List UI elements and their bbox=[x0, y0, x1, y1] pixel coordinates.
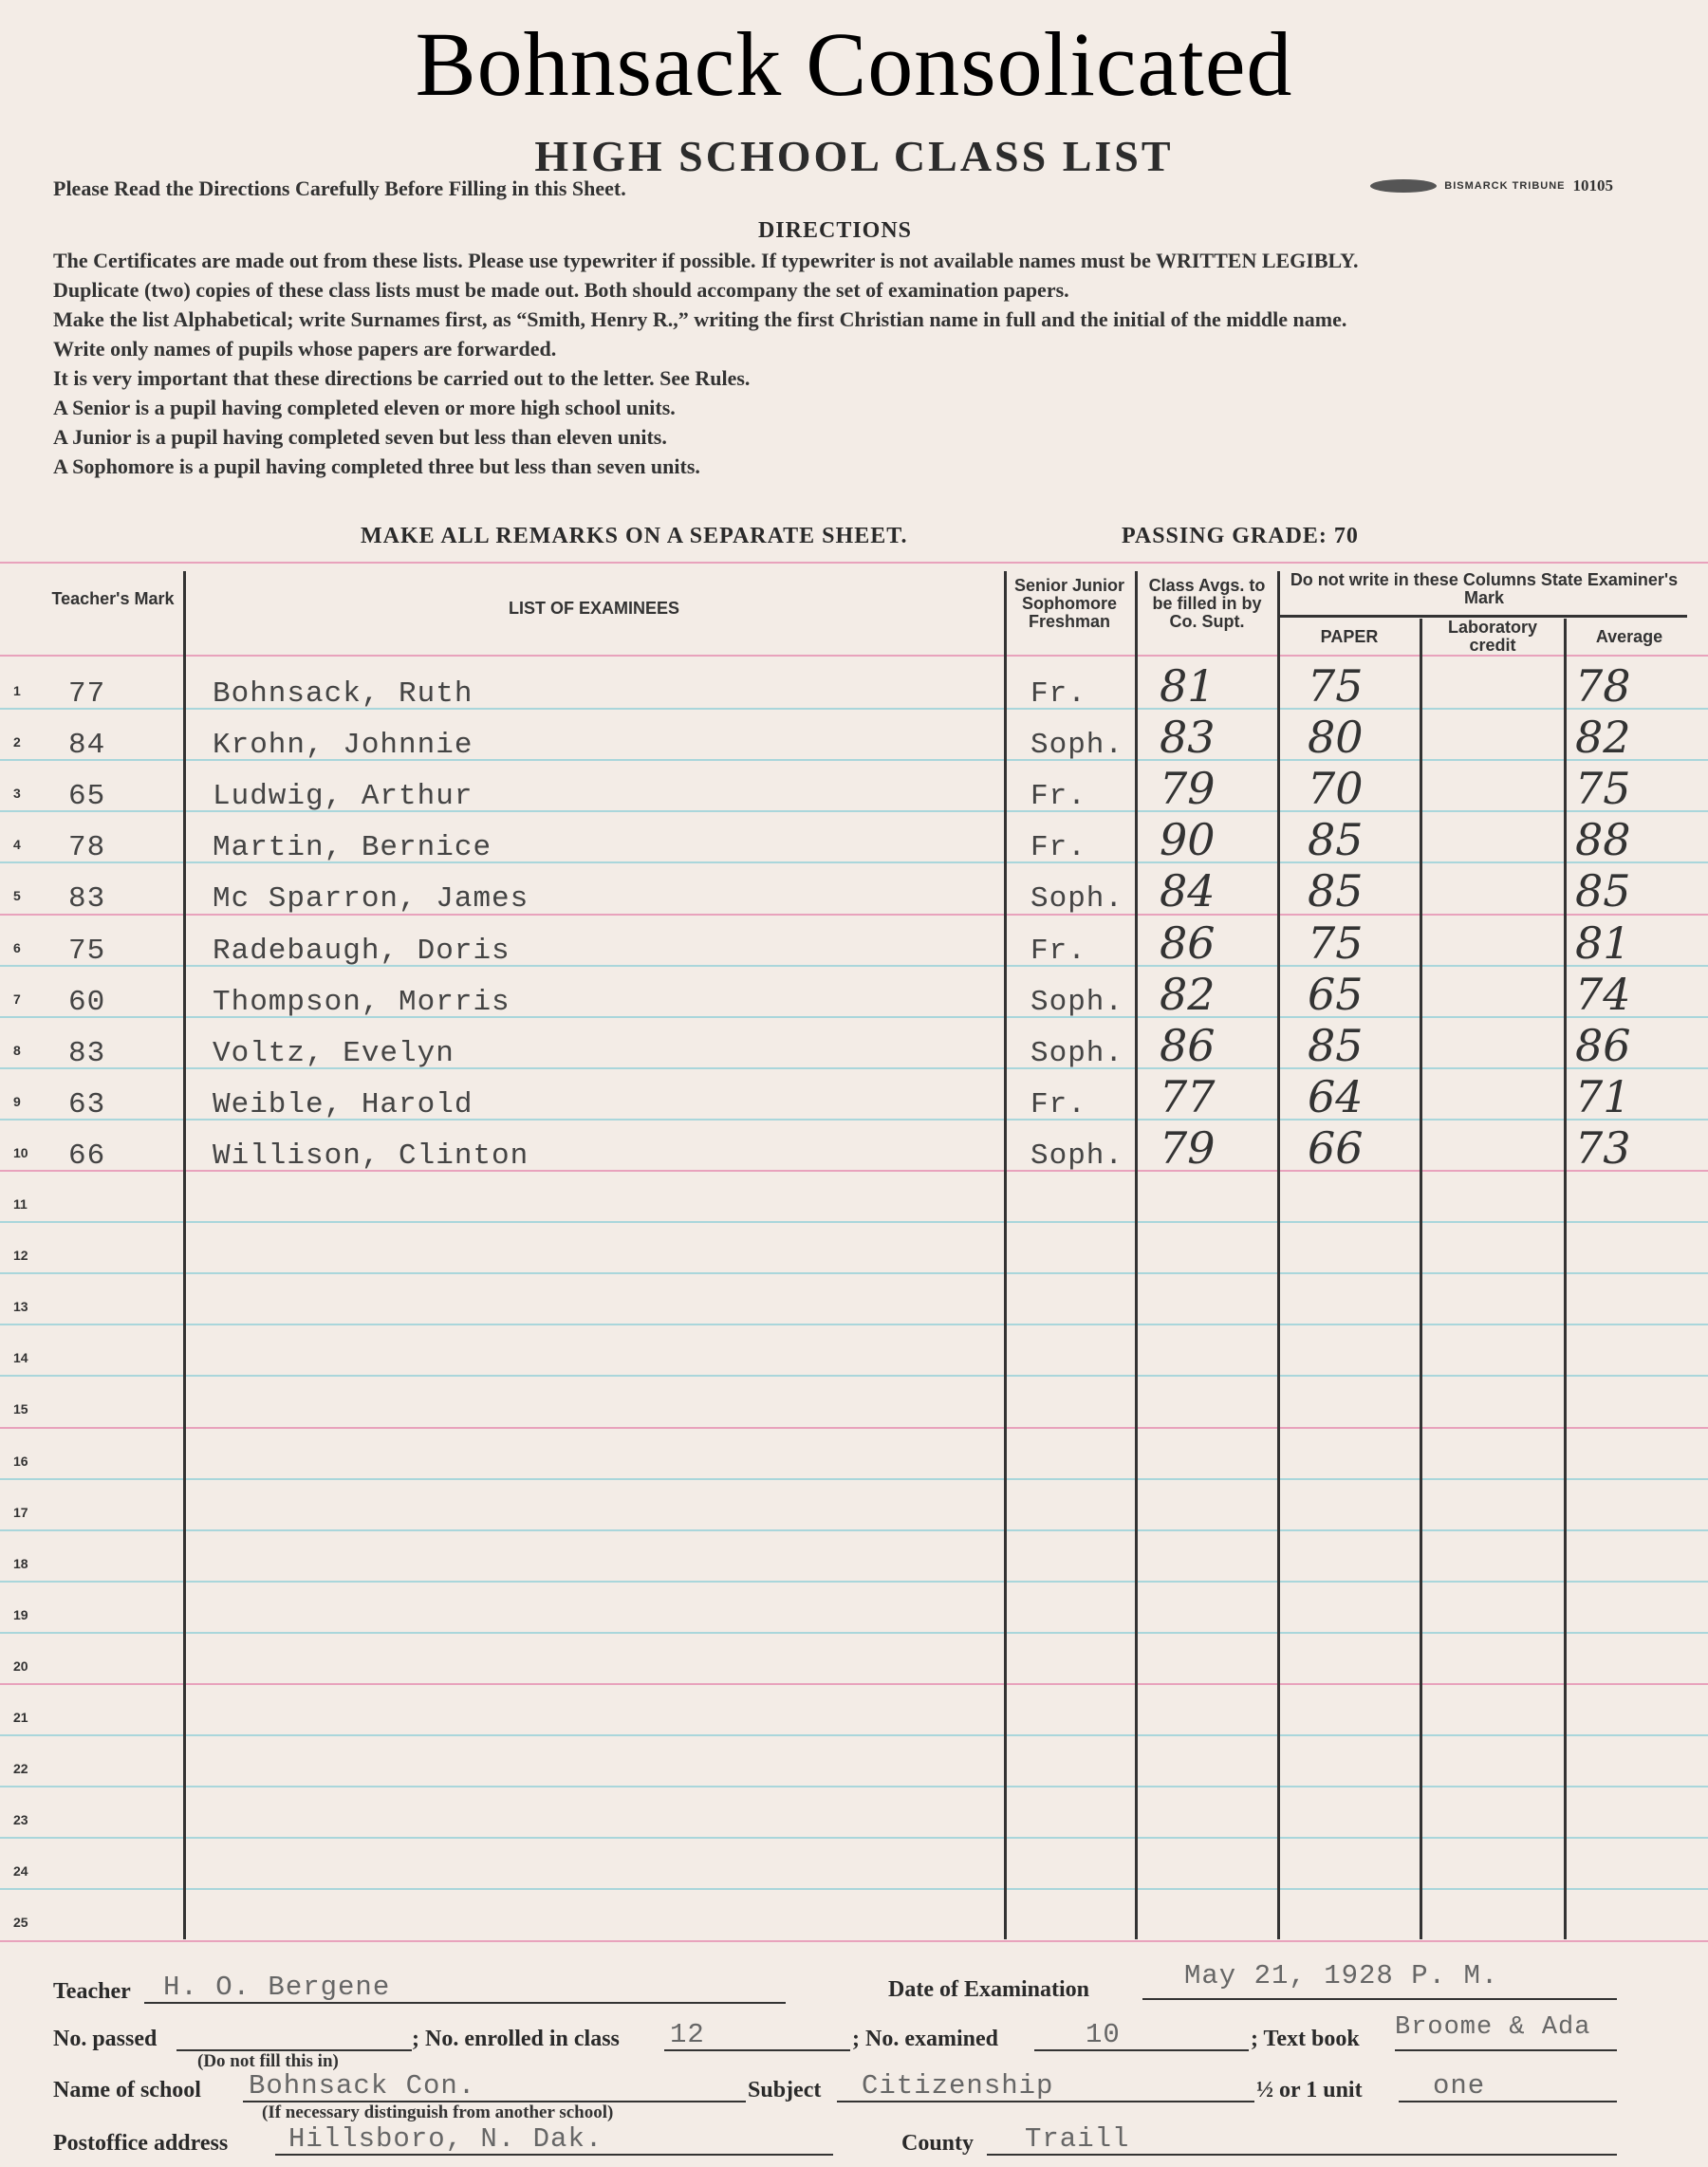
row-rule bbox=[0, 1324, 1708, 1325]
paper-mark: 80 bbox=[1308, 712, 1364, 763]
unit-line bbox=[1399, 2101, 1617, 2102]
textbook-label: ; Text book bbox=[1251, 2027, 1360, 2051]
printer-name: BISMARCK TRIBUNE bbox=[1444, 180, 1566, 192]
class-level: Fr. bbox=[1030, 1088, 1086, 1121]
row-rule bbox=[0, 1272, 1708, 1274]
col-line-5 bbox=[1420, 619, 1422, 1939]
county-value: Traill bbox=[1025, 2123, 1130, 2155]
row-number: 11 bbox=[13, 1196, 28, 1212]
header-state-examiner: Do not write in these Columns State Examiner's Mark bbox=[1290, 570, 1679, 607]
class-level: Soph. bbox=[1030, 986, 1124, 1019]
class-average: 90 bbox=[1160, 814, 1216, 865]
row-number: 23 bbox=[13, 1812, 28, 1827]
unit-label: ½ or 1 unit bbox=[1256, 2078, 1363, 2102]
final-average: 82 bbox=[1575, 712, 1631, 763]
postoffice-label: Postoffice address bbox=[53, 2131, 229, 2156]
row-number: 19 bbox=[13, 1607, 28, 1622]
row-number: 2 bbox=[13, 734, 21, 750]
paper-mark: 70 bbox=[1308, 763, 1364, 814]
col-line-6 bbox=[1564, 619, 1567, 1939]
paper-mark: 65 bbox=[1308, 969, 1364, 1020]
examined-line bbox=[1034, 2049, 1249, 2051]
class-average: 86 bbox=[1160, 917, 1216, 969]
row-rule bbox=[0, 1837, 1708, 1839]
subject-value: Citizenship bbox=[862, 2070, 1054, 2102]
class-average: 86 bbox=[1160, 1020, 1216, 1071]
class-level: Fr. bbox=[1030, 677, 1086, 711]
header-paper: PAPER bbox=[1320, 627, 1379, 646]
class-average: 83 bbox=[1160, 712, 1216, 763]
row-number: 6 bbox=[13, 940, 21, 955]
header-lab-credit: Laboratory credit bbox=[1447, 618, 1538, 655]
row-number: 8 bbox=[13, 1043, 21, 1058]
row-rule bbox=[0, 1529, 1708, 1531]
passed-label: No. passed bbox=[53, 2027, 158, 2051]
direction-line: Write only names of pupils whose papers are forwarded. bbox=[53, 337, 557, 361]
directions-heading: DIRECTIONS bbox=[757, 218, 913, 243]
paper-mark: 75 bbox=[1308, 917, 1364, 969]
row-rule bbox=[0, 1478, 1708, 1480]
school-value: Bohnsack Con. bbox=[249, 2070, 476, 2102]
row-number: 13 bbox=[13, 1299, 28, 1314]
final-average: 78 bbox=[1575, 660, 1631, 712]
row-number: 10 bbox=[13, 1145, 28, 1160]
row-rule bbox=[0, 1632, 1708, 1634]
paper-mark: 75 bbox=[1308, 660, 1364, 712]
final-average: 88 bbox=[1575, 814, 1631, 865]
row-rule bbox=[0, 1427, 1708, 1429]
read-directions-note: Please Read the Directions Carefully Before Filling in this Sheet. bbox=[53, 176, 626, 200]
remarks-note: MAKE ALL REMARKS ON A SEPARATE SHEET. bbox=[361, 524, 908, 548]
final-average: 71 bbox=[1575, 1071, 1631, 1122]
class-average: 82 bbox=[1160, 969, 1216, 1020]
row-rule bbox=[0, 1786, 1708, 1787]
col-line-4 bbox=[1277, 571, 1280, 1939]
school-note: (If necessary distinguish from another school) bbox=[262, 2102, 614, 2122]
textbook-value: Broome & Ada bbox=[1395, 2013, 1591, 2042]
class-average: 79 bbox=[1160, 763, 1216, 814]
class-average: 79 bbox=[1160, 1122, 1216, 1174]
teacher-mark: 63 bbox=[68, 1088, 106, 1121]
teacher-mark: 66 bbox=[68, 1139, 106, 1173]
examinee-name: Radebaugh, Doris bbox=[213, 935, 511, 968]
row-number: 4 bbox=[13, 837, 21, 852]
paper-mark: 85 bbox=[1308, 865, 1364, 917]
teacher-label: Teacher bbox=[53, 1979, 131, 2004]
row-number: 5 bbox=[13, 888, 21, 903]
final-average: 85 bbox=[1575, 865, 1631, 917]
row-number: 24 bbox=[13, 1863, 28, 1879]
printer-number: 10105 bbox=[1572, 176, 1613, 194]
class-level: Soph. bbox=[1030, 729, 1124, 762]
header-teacher-mark: Teacher's Mark bbox=[51, 589, 175, 608]
header-examinees: LIST OF EXAMINEES bbox=[508, 599, 680, 618]
paper-mark: 85 bbox=[1308, 814, 1364, 865]
direction-line: It is very important that these directions be carried out to the letter. See Rules. bbox=[53, 366, 751, 390]
row-rule bbox=[0, 1581, 1708, 1583]
col-line-2 bbox=[1004, 571, 1007, 1939]
header-bottom-rule bbox=[0, 655, 1708, 657]
class-level: Fr. bbox=[1030, 831, 1086, 864]
examinee-name: Mc Sparron, James bbox=[213, 882, 529, 916]
teacher-mark: 75 bbox=[68, 935, 106, 968]
class-level: Soph. bbox=[1030, 1037, 1124, 1070]
postoffice-value: Hillsboro, N. Dak. bbox=[288, 2123, 603, 2155]
printer-logo-icon bbox=[1370, 179, 1437, 193]
final-average: 74 bbox=[1575, 969, 1631, 1020]
examinee-name: Ludwig, Arthur bbox=[213, 780, 473, 813]
direction-line: A Junior is a pupil having completed seven but less than eleven units. bbox=[53, 425, 667, 449]
passing-grade: PASSING GRADE: 70 bbox=[1122, 524, 1359, 548]
col-line-3 bbox=[1135, 571, 1138, 1939]
row-number: 21 bbox=[13, 1710, 28, 1725]
row-number: 7 bbox=[13, 991, 21, 1007]
class-level: Soph. bbox=[1030, 882, 1124, 916]
direction-line: Make the list Alphabetical; write Surnames first, as “Smith, Henry R.,” writing the first Christian name in full and the initial of the middle name. bbox=[53, 307, 1347, 331]
class-level: Soph. bbox=[1030, 1139, 1124, 1173]
teacher-mark: 60 bbox=[68, 986, 106, 1019]
examinee-name: Thompson, Morris bbox=[213, 986, 511, 1019]
class-average: 77 bbox=[1160, 1071, 1216, 1122]
row-number: 17 bbox=[13, 1505, 28, 1520]
examinee-name: Bohnsack, Ruth bbox=[213, 677, 473, 711]
class-level: Fr. bbox=[1030, 935, 1086, 968]
row-number: 25 bbox=[13, 1915, 28, 1930]
row-number: 1 bbox=[13, 683, 21, 698]
row-number: 20 bbox=[13, 1658, 28, 1674]
examined-value: 10 bbox=[1086, 2019, 1121, 2050]
col-line-1 bbox=[183, 571, 186, 1939]
passed-note: (Do not fill this in) bbox=[197, 2051, 339, 2071]
county-label: County bbox=[901, 2131, 975, 2156]
unit-value: one bbox=[1433, 2070, 1486, 2102]
enrolled-label: ; No. enrolled in class bbox=[412, 2027, 620, 2051]
row-rule bbox=[0, 1888, 1708, 1890]
row-number: 12 bbox=[13, 1248, 28, 1263]
examined-label: ; No. examined bbox=[852, 2027, 998, 2051]
row-rule bbox=[0, 1221, 1708, 1223]
teacher-mark: 65 bbox=[68, 780, 106, 813]
class-level: Fr. bbox=[1030, 780, 1086, 813]
teacher-value: H. O. Bergene bbox=[163, 1972, 391, 2003]
final-average: 81 bbox=[1575, 917, 1631, 969]
row-number: 22 bbox=[13, 1761, 28, 1776]
teacher-mark: 84 bbox=[68, 729, 106, 762]
teacher-mark: 78 bbox=[68, 831, 106, 864]
row-rule bbox=[0, 1940, 1708, 1942]
teacher-mark: 83 bbox=[68, 882, 106, 916]
date-value: May 21, 1928 P. M. bbox=[1184, 1960, 1499, 1991]
paper-mark: 85 bbox=[1308, 1020, 1364, 1071]
enrolled-value: 12 bbox=[670, 2019, 705, 2050]
examinee-name: Willison, Clinton bbox=[213, 1139, 529, 1173]
header-class-level: Senior Junior Sophomore Freshman bbox=[1013, 576, 1124, 631]
row-rule bbox=[0, 1683, 1708, 1685]
row-rule bbox=[0, 1375, 1708, 1377]
examinee-name: Krohn, Johnnie bbox=[213, 729, 473, 762]
form-title: HIGH SCHOOL CLASS LIST bbox=[534, 132, 1174, 180]
direction-line: Duplicate (two) copies of these class lists must be made out. Both should accompany the set of examination papers. bbox=[53, 278, 1069, 302]
directions-list bbox=[53, 249, 1619, 484]
final-average: 86 bbox=[1575, 1020, 1631, 1071]
final-average: 73 bbox=[1575, 1122, 1631, 1174]
row-number: 18 bbox=[13, 1556, 28, 1571]
header-class-avg: Class Avgs. to be filled in by Co. Supt. bbox=[1148, 576, 1266, 631]
direction-line: A Senior is a pupil having completed eleven or more high school units. bbox=[53, 396, 676, 419]
subject-label: Subject bbox=[748, 2078, 822, 2102]
class-average: 84 bbox=[1160, 865, 1216, 917]
row-number: 15 bbox=[13, 1401, 28, 1417]
date-line bbox=[1142, 1998, 1617, 2000]
examinee-name: Voltz, Evelyn bbox=[213, 1037, 455, 1070]
paper-mark: 66 bbox=[1308, 1122, 1364, 1174]
direction-line: The Certificates are made out from these lists. Please use typewriter if possible. If typewriter is not available names must be WRITTEN LEGIBLY. bbox=[53, 249, 1359, 272]
date-label: Date of Examination bbox=[888, 1977, 1089, 2002]
final-average: 75 bbox=[1575, 763, 1631, 814]
row-number: 14 bbox=[13, 1350, 28, 1365]
examinee-name: Weible, Harold bbox=[213, 1088, 473, 1121]
table-top-rule bbox=[0, 562, 1708, 564]
direction-line: A Sophomore is a pupil having completed three but less than seven units. bbox=[53, 454, 700, 478]
overlay-title: Bohnsack Consolicated bbox=[415, 13, 1293, 115]
school-label: Name of school bbox=[53, 2078, 201, 2102]
textbook-line bbox=[1395, 2049, 1617, 2051]
teacher-mark: 77 bbox=[68, 677, 106, 711]
printer-mark bbox=[1370, 176, 1613, 195]
header-average: Average bbox=[1595, 627, 1663, 646]
row-number: 9 bbox=[13, 1094, 21, 1109]
row-rule bbox=[0, 1734, 1708, 1736]
examinee-name: Martin, Bernice bbox=[213, 831, 492, 864]
teacher-mark: 83 bbox=[68, 1037, 106, 1070]
paper-mark: 64 bbox=[1308, 1071, 1364, 1122]
class-average: 81 bbox=[1160, 660, 1216, 712]
row-number: 16 bbox=[13, 1454, 28, 1469]
row-number: 3 bbox=[13, 786, 21, 801]
